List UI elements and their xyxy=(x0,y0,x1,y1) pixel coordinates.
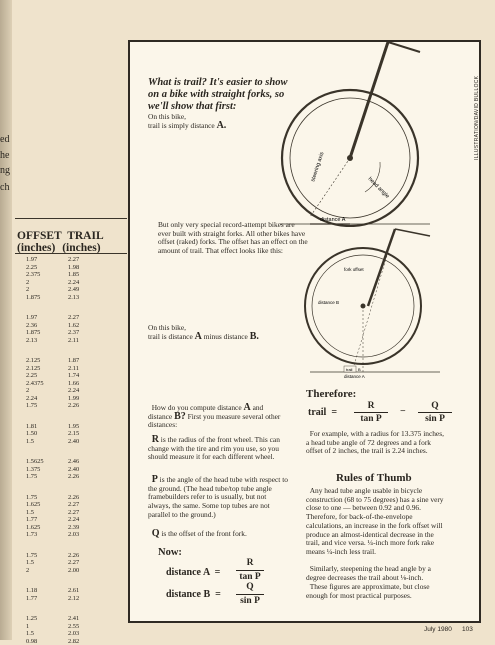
diagram2-label-distance-a: distance A xyxy=(344,374,365,379)
table-row xyxy=(26,466,79,474)
offset-cell: 1.625 xyxy=(26,524,68,532)
table-row xyxy=(26,615,79,623)
table-row xyxy=(26,509,79,517)
eq2-fraction-bar xyxy=(236,594,264,595)
diagram1-label-distance-a: distance A xyxy=(320,217,346,223)
offset-cell: 1.5625 xyxy=(26,458,68,466)
table-row xyxy=(26,630,79,638)
trail-cell: 2.26 xyxy=(68,552,79,560)
trail-cell: 2.11 xyxy=(68,337,79,345)
table-row xyxy=(26,380,79,388)
offset-cell: 1.375 xyxy=(26,466,68,474)
trail-cell: 2.03 xyxy=(68,630,79,638)
col-trail-unit: (inches) xyxy=(62,242,100,254)
offset-cell: 1.77 xyxy=(26,595,68,603)
table-row xyxy=(26,473,79,481)
trail-cell: 2.39 xyxy=(68,524,79,532)
intro-line2: trail is simply distance A. xyxy=(148,122,226,131)
table-group-gap xyxy=(26,539,79,552)
trail-cell: 2.03 xyxy=(68,531,79,539)
table-row xyxy=(26,395,79,403)
table-row xyxy=(26,430,79,438)
offset-cell: 1.875 xyxy=(26,329,68,337)
offset-cell: 2.4375 xyxy=(26,380,68,388)
table-group-gap xyxy=(26,301,79,314)
definition-q: Q is the offset of the front fork. xyxy=(148,530,288,539)
trail-cell: 2.24 xyxy=(68,516,79,524)
trail-cell: 2.61 xyxy=(68,587,79,595)
col-offset-header: OFFSET xyxy=(17,230,62,242)
eq3-lhs: trail = xyxy=(308,407,337,418)
offset-cell: 1.25 xyxy=(26,615,68,623)
offset-fork-diagram xyxy=(300,224,480,379)
table-header-rule xyxy=(15,253,127,254)
trail-cell: 2.27 xyxy=(68,256,79,264)
offset-cell: 1.77 xyxy=(26,516,68,524)
offset-cell: 1.5 xyxy=(26,559,68,567)
table-row xyxy=(26,623,79,631)
table-row xyxy=(26,494,79,502)
second-bike-line2: trail is distance A minus distance B. xyxy=(148,333,259,342)
table-row xyxy=(26,559,79,567)
table-row xyxy=(26,264,79,272)
trail-cell: 1.85 xyxy=(68,271,79,279)
offset-cell: 2.125 xyxy=(26,357,68,365)
prev-text-fragment: ed xyxy=(0,135,9,145)
table-row xyxy=(26,365,79,373)
trail-cell: 2.82 xyxy=(68,638,79,645)
trail-cell: 2.11 xyxy=(68,365,79,373)
table-group-gap xyxy=(26,574,79,587)
trail-cell: 2.27 xyxy=(68,509,79,517)
second-bike-line1: On this bike, xyxy=(148,324,186,333)
rules-paragraph-2: Similarly, steepening the head angle by a degree decreases the trail about ⅛-inch. xyxy=(306,565,446,582)
compute-paragraph: How do you compute distance A and distance B? First you measure several other distances: xyxy=(148,404,288,430)
table-row xyxy=(26,552,79,560)
eq1-denominator: tan P xyxy=(232,572,268,582)
trail-cell: 1.62 xyxy=(68,322,79,330)
offset-cell: 1.5 xyxy=(26,438,68,446)
eq1-numerator: R xyxy=(236,558,264,568)
eq2-denominator: sin P xyxy=(232,596,268,606)
trail-cell: 2.40 xyxy=(68,466,79,474)
trail-cell: 2.24 xyxy=(68,387,79,395)
table-row xyxy=(26,567,79,575)
trail-cell: 1.74 xyxy=(68,372,79,380)
table-group-gap xyxy=(26,602,79,615)
diagram1-label-head-angle: head angle xyxy=(367,176,391,200)
offset-cell: 2 xyxy=(26,286,68,294)
table-row xyxy=(26,423,79,431)
rules-paragraph-1: Any head tube angle usable in bicycle construction (68 to 75 degrees) has a sine very close to one — between 0.92 and 0.96. Therefore, for back-of-the-envelope calculations, an increase in the fork offset will produce an almost-identical decrease in the trail, and vice versa. ¼-inch more fork rake means ¼-inch less trail. xyxy=(306,487,446,557)
offset-cell: 2.375 xyxy=(26,271,68,279)
example-paragraph: For example, with a radius for 13.375 inches, a head tube angle of 72 degrees and a fork offset of 2 inches, the trail is 2.24 inches. xyxy=(306,430,446,456)
table-row xyxy=(26,286,79,294)
trail-cell: 2.55 xyxy=(68,623,79,631)
trail-cell: 2.26 xyxy=(68,473,79,481)
offset-cell: 2 xyxy=(26,387,68,395)
trail-cell: 2.27 xyxy=(68,314,79,322)
definition-r: R is the radius of the front wheel. This can change with the tire and rim you use, so you should measure it for each different wheel. xyxy=(148,436,288,462)
table-row xyxy=(26,337,79,345)
eq3-minus: − xyxy=(400,406,406,417)
trail-cell: 2.15 xyxy=(68,430,79,438)
eq1-fraction-bar xyxy=(236,570,264,571)
offset-cell: 2.125 xyxy=(26,365,68,373)
table-row xyxy=(26,329,79,337)
eq3-numerator-2: Q xyxy=(420,401,450,411)
offset-cell: 2.24 xyxy=(26,395,68,403)
trail-cell: 2.13 xyxy=(68,294,79,302)
intro-heading: What is trail? It's easier to show on a bike with straight forks, so we'll show that first: xyxy=(148,77,298,113)
table-row xyxy=(26,372,79,380)
offset-cell: 1.97 xyxy=(26,314,68,322)
diagram2-label-trail: trail xyxy=(346,367,353,372)
table-row xyxy=(26,271,79,279)
offset-cell: 1.73 xyxy=(26,531,68,539)
table-group-gap xyxy=(26,410,79,423)
eq1-lhs: distance A = xyxy=(166,567,220,578)
table-top-rule xyxy=(15,218,127,219)
trail-cell: 1.95 xyxy=(68,423,79,431)
prev-text-fragment: ng xyxy=(0,166,10,176)
trail-cell: 2.27 xyxy=(68,559,79,567)
trail-cell: 2.24 xyxy=(68,279,79,287)
trail-cell: 2.37 xyxy=(68,329,79,337)
rules-of-thumb-heading: Rules of Thumb xyxy=(336,472,412,484)
offset-cell: 1.75 xyxy=(26,552,68,560)
table-row xyxy=(26,438,79,446)
eq3-numerator-1: R xyxy=(356,401,386,411)
offset-cell: 2.25 xyxy=(26,264,68,272)
trail-cell: 1.99 xyxy=(68,395,79,403)
table-row xyxy=(26,402,79,410)
diagram1-label-steering-axis: steering axis xyxy=(310,151,325,182)
page-gutter xyxy=(0,0,12,640)
trail-cell: 2.27 xyxy=(68,501,79,509)
trail-cell: 1.66 xyxy=(68,380,79,388)
offset-cell: 1.18 xyxy=(26,587,68,595)
table-row xyxy=(26,322,79,330)
trail-cell: 2.46 xyxy=(68,458,79,466)
prev-text-fragment: he xyxy=(0,151,9,161)
now-heading: Now: xyxy=(158,547,182,558)
therefore-heading: Therefore: xyxy=(306,388,356,400)
straight-fork-diagram xyxy=(250,42,480,227)
table-row xyxy=(26,279,79,287)
table-group-gap xyxy=(26,481,79,494)
eq3-fraction-bar-2 xyxy=(418,412,452,413)
offset-cell: 1.97 xyxy=(26,256,68,264)
table-row xyxy=(26,587,79,595)
table-row xyxy=(26,531,79,539)
table-row xyxy=(26,524,79,532)
diagram2-label-fork-offset: fork offset xyxy=(344,267,364,272)
trail-cell: 2.40 xyxy=(68,438,79,446)
trail-cell: 2.26 xyxy=(68,494,79,502)
table-group-gap xyxy=(26,344,79,357)
table-row xyxy=(26,638,79,645)
page-number: 103 xyxy=(462,626,473,633)
offset-cell: 2.36 xyxy=(26,322,68,330)
trail-cell: 2.49 xyxy=(68,286,79,294)
prev-text-fragment: ch xyxy=(0,183,9,193)
offset-cell: 2.13 xyxy=(26,337,68,345)
offset-cell: 1.75 xyxy=(26,473,68,481)
offset-cell: 1.75 xyxy=(26,402,68,410)
table-row xyxy=(26,256,79,264)
trail-cell: 2.41 xyxy=(68,615,79,623)
col-offset-unit: (inches) xyxy=(17,242,55,254)
offset-cell: 2.25 xyxy=(26,372,68,380)
offset-cell: 1 xyxy=(26,623,68,631)
offset-cell: 1.50 xyxy=(26,430,68,438)
trail-cell: 2.26 xyxy=(68,402,79,410)
offset-cell: 1.75 xyxy=(26,494,68,502)
offset-cell: 1.81 xyxy=(26,423,68,431)
trail-cell: 2.00 xyxy=(68,567,79,575)
offset-cell: 2 xyxy=(26,279,68,287)
table-row xyxy=(26,294,79,302)
table-group-gap xyxy=(26,445,79,458)
table-header xyxy=(17,230,104,254)
intro-line1: On this bike, xyxy=(148,113,186,122)
definition-p: P is the angle of the head tube with respect to the ground. (The head tube/top tube angle framebuilders refer to is usually, but not always, the same. Some top tubes are not parallel to the ground.) xyxy=(148,476,288,520)
trail-cell: 1.98 xyxy=(68,264,79,272)
footer-date: July 1980 xyxy=(424,626,452,633)
offset-cell: 2 xyxy=(26,567,68,575)
offset-cell: 0.98 xyxy=(26,638,68,645)
table-row xyxy=(26,314,79,322)
trail-cell: 1.87 xyxy=(68,357,79,365)
eq3-denominator-2: sin P xyxy=(416,414,454,424)
eq2-lhs: distance B = xyxy=(166,589,221,600)
trail-cell: 2.12 xyxy=(68,595,79,603)
diagram2-label-distance-b: distance B xyxy=(318,300,339,305)
offset-cell: 1.875 xyxy=(26,294,68,302)
offset-cell: 1.5 xyxy=(26,630,68,638)
table-row xyxy=(26,595,79,603)
table-row xyxy=(26,387,79,395)
table-row xyxy=(26,516,79,524)
table-row xyxy=(26,458,79,466)
diagram2-label-b: B xyxy=(358,367,361,372)
rules-paragraph-3: These figures are approximate, but close enough for most practical purposes. xyxy=(306,583,446,600)
offset-cell: 1.625 xyxy=(26,501,68,509)
offset-trail-table xyxy=(26,256,79,645)
col-trail-header: TRAIL xyxy=(67,230,103,242)
offset-cell: 1.5 xyxy=(26,509,68,517)
eq3-denominator-1: tan P xyxy=(352,414,390,424)
table-row xyxy=(26,501,79,509)
eq2-numerator: Q xyxy=(236,582,264,592)
table-row xyxy=(26,357,79,365)
offset-paragraph: But only very special record-attempt bikes are ever built with straight forks. All other bikes have offset (raked) forks. The offset has an effect on the amount of trail. That effect looks like this: xyxy=(158,221,308,256)
illustration-credit: ILLUSTRATION/DAVID BULLOCK xyxy=(474,50,484,160)
eq3-fraction-bar-1 xyxy=(354,412,388,413)
